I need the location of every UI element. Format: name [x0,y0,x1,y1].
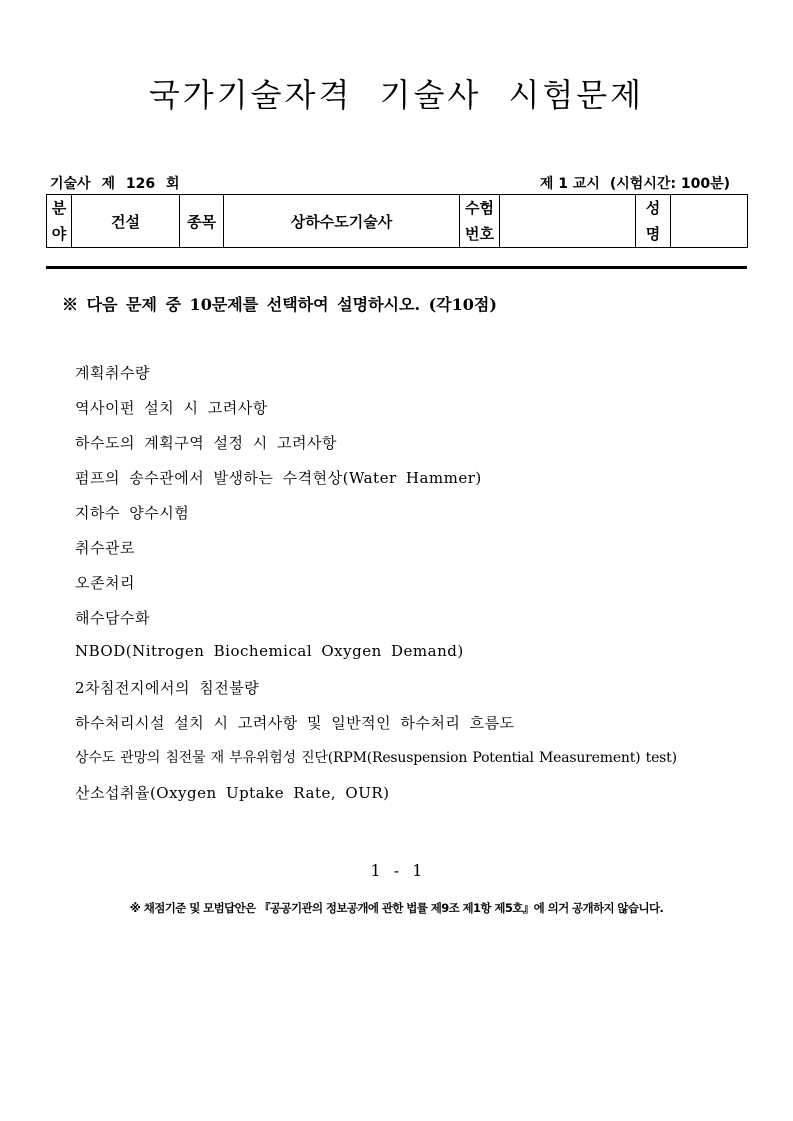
name-label-1: 성 [645,199,661,217]
header-divider [46,266,747,269]
session-label: 제 1 교시 [539,176,600,192]
question-text: 오존처리 [75,574,135,592]
exam-no-label-cell [460,195,500,248]
name-label-cell [636,195,671,248]
exam-time: (시험시간: 100분) [609,176,730,192]
footer-note: ※ 채점기준 및 모범답안은 『공공기관의 정보공개에 관한 법률 제9조 제1항 제5호』에 의거 공개하지 않습니다. [129,901,664,915]
question-text: 산소섭취율(Oxygen Uptake Rate, OUR) [75,784,390,802]
question-text: 상수도 관망의 침전물 재 부유위험성 진단(RPM(Resuspension Potential Measurement) test) [75,750,677,766]
exam-round: 기술사 제 126 회 [50,176,180,192]
exam-no-label-1: 수험 [465,199,494,217]
question-text: 취수관로 [75,539,135,557]
question-text: 역사이펀 설치 시 고려사항 [75,399,268,417]
type-value: 상하수도기술사 [224,195,460,248]
field-label-2: 야 [51,225,67,243]
question-text: 펌프의 송수관에서 발생하는 수격현상(Water Hammer) [75,469,482,487]
question-text: 하수도의 계획구역 설정 시 고려사항 [75,434,337,452]
field-label-1: 분 [51,199,67,217]
page-title: 국가기술자격 기술사 시험문제 [148,76,645,114]
exam-no-field[interactable] [500,195,636,248]
page-number: 1 - 1 [370,861,423,880]
question-text: 지하수 양수시험 [75,504,190,522]
name-label-2: 명 [645,225,661,243]
question-text: 하수처리시설 설치 시 고려사항 및 일반적인 하수처리 흐름도 [75,714,515,732]
exam-info-table [46,194,748,248]
question-text: 해수담수화 [75,609,150,627]
question-text: 2차침전지에서의 침전불량 [75,679,260,697]
name-field[interactable] [671,195,748,248]
field-value: 건설 [72,195,180,248]
instruction-text: ※ 다음 문제 중 10문제를 선택하여 설명하시오. (각10점) [62,295,497,314]
question-text: 계획취수량 [75,364,150,382]
exam-session-info [540,173,730,193]
field-label-cell [47,195,72,248]
type-label: 종목 [180,195,224,248]
question-text: NBOD(Nitrogen Biochemical Oxygen Demand) [75,642,464,660]
exam-no-label-2: 번호 [465,225,494,243]
